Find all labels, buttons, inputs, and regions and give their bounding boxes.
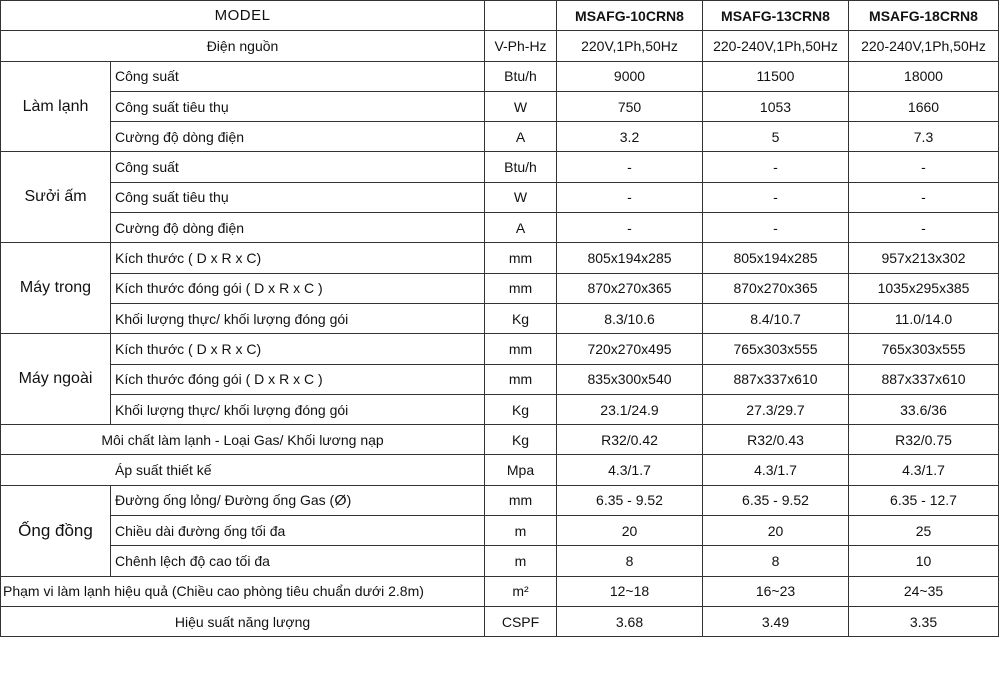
- model-name-2: MSAFG-13CRN8: [703, 1, 849, 31]
- cell-value: 10: [849, 546, 999, 576]
- row-unit: Kg: [485, 425, 557, 455]
- cooling-row: [1, 61, 999, 91]
- cell-value: 3.68: [557, 606, 703, 636]
- outdoor-group-title: Máy ngoài: [1, 334, 111, 425]
- cell-value: R32/0.42: [557, 425, 703, 455]
- cell-value: 6.35 - 9.52: [557, 485, 703, 515]
- cell-value: -: [703, 213, 849, 243]
- power-value: 220-240V,1Ph,50Hz: [849, 31, 999, 61]
- cell-value: 1035x295x385: [849, 273, 999, 303]
- row-unit: Kg: [485, 394, 557, 424]
- cell-value: 18000: [849, 61, 999, 91]
- cell-value: 6.35 - 12.7: [849, 485, 999, 515]
- row-label: Công suất: [111, 152, 485, 182]
- row-unit: mm: [485, 485, 557, 515]
- cell-value: 5: [703, 122, 849, 152]
- row-unit: m: [485, 546, 557, 576]
- cell-value: -: [557, 213, 703, 243]
- indoor-row: [1, 243, 999, 273]
- range-row: [1, 576, 999, 606]
- cell-value: 11.0/14.0: [849, 303, 999, 333]
- piping-row: [1, 485, 999, 515]
- heating-group-title: Sưởi ấm: [1, 152, 111, 243]
- header-row: [1, 1, 999, 31]
- cell-value: 7.3: [849, 122, 999, 152]
- row-label: Kích thước đóng gói ( D x R x C ): [111, 364, 485, 394]
- cell-value: 1660: [849, 91, 999, 121]
- cell-value: 27.3/29.7: [703, 394, 849, 424]
- power-label: Điện nguồn: [1, 31, 485, 61]
- heating-row: [1, 213, 999, 243]
- cell-value: 16~23: [703, 576, 849, 606]
- cell-value: -: [849, 213, 999, 243]
- power-value: 220V,1Ph,50Hz: [557, 31, 703, 61]
- cell-value: 12~18: [557, 576, 703, 606]
- cell-value: R32/0.43: [703, 425, 849, 455]
- cell-value: 8.3/10.6: [557, 303, 703, 333]
- row-unit: m²: [485, 576, 557, 606]
- cell-value: 870x270x365: [703, 273, 849, 303]
- cell-value: 3.49: [703, 606, 849, 636]
- row-label: Kích thước đóng gói ( D x R x C ): [111, 273, 485, 303]
- pressure-label: Áp suất thiết kế: [111, 455, 485, 485]
- row-label: Chiều dài đường ống tối đa: [111, 516, 485, 546]
- row-label: Công suất tiêu thụ: [111, 91, 485, 121]
- cell-value: 4.3/1.7: [703, 455, 849, 485]
- cell-value: 720x270x495: [557, 334, 703, 364]
- cell-value: 805x194x285: [557, 243, 703, 273]
- refrigerant-label: Môi chất làm lạnh - Loại Gas/ Khối lương nạp: [1, 425, 485, 455]
- row-unit: CSPF: [485, 606, 557, 636]
- row-label: Kích thước ( D x R x C): [111, 243, 485, 273]
- pressure-row: [1, 455, 999, 485]
- row-unit: W: [485, 182, 557, 212]
- row-unit: mm: [485, 243, 557, 273]
- cell-value: 805x194x285: [703, 243, 849, 273]
- cell-value: 765x303x555: [703, 334, 849, 364]
- cooling-group-title: Làm lạnh: [1, 61, 111, 152]
- row-unit: W: [485, 91, 557, 121]
- row-unit: Btu/h: [485, 152, 557, 182]
- piping-row: [1, 546, 999, 576]
- row-label: Khối lượng thực/ khối lượng đóng gói: [111, 303, 485, 333]
- outdoor-row: [1, 334, 999, 364]
- row-unit: mm: [485, 364, 557, 394]
- cell-value: 8: [703, 546, 849, 576]
- cell-value: -: [703, 152, 849, 182]
- cell-value: 8: [557, 546, 703, 576]
- range-label: Phạm vi làm lạnh hiệu quả (Chiều cao phòng tiêu chuẩn dưới 2.8m): [1, 576, 485, 606]
- cell-value: R32/0.75: [849, 425, 999, 455]
- row-label: Cường độ dòng điện: [111, 122, 485, 152]
- cell-value: -: [703, 182, 849, 212]
- cell-value: 8.4/10.7: [703, 303, 849, 333]
- row-unit: Kg: [485, 303, 557, 333]
- cell-value: 4.3/1.7: [849, 455, 999, 485]
- cell-value: 4.3/1.7: [557, 455, 703, 485]
- model-name-3: MSAFG-18CRN8: [849, 1, 999, 31]
- row-label: Cường độ dòng điện: [111, 213, 485, 243]
- cell-value: -: [557, 182, 703, 212]
- row-label: Công suất: [111, 61, 485, 91]
- cell-value: 1053: [703, 91, 849, 121]
- heating-row: [1, 152, 999, 182]
- efficiency-row: [1, 606, 999, 636]
- heating-row: [1, 182, 999, 212]
- row-unit: m: [485, 516, 557, 546]
- row-label: Kích thước ( D x R x C): [111, 334, 485, 364]
- row-unit: Mpa: [485, 455, 557, 485]
- cell-value: 887x337x610: [703, 364, 849, 394]
- cell-value: 750: [557, 91, 703, 121]
- indoor-row: [1, 273, 999, 303]
- indoor-row: [1, 303, 999, 333]
- cell-value: 24~35: [849, 576, 999, 606]
- efficiency-label: Hiệu suất năng lượng: [1, 606, 485, 636]
- cell-value: 33.6/36: [849, 394, 999, 424]
- cell-value: 3.35: [849, 606, 999, 636]
- pressure-blank: [1, 455, 111, 485]
- cell-value: 25: [849, 516, 999, 546]
- cell-value: 9000: [557, 61, 703, 91]
- power-row: [1, 31, 999, 61]
- cell-value: -: [849, 152, 999, 182]
- cooling-row: [1, 122, 999, 152]
- piping-group-title: Ống đồng: [1, 485, 111, 576]
- cell-value: 957x213x302: [849, 243, 999, 273]
- cell-value: 870x270x365: [557, 273, 703, 303]
- cell-value: 3.2: [557, 122, 703, 152]
- power-unit: V-Ph-Hz: [485, 31, 557, 61]
- row-unit: mm: [485, 334, 557, 364]
- piping-row: [1, 516, 999, 546]
- row-unit: Btu/h: [485, 61, 557, 91]
- model-header: MODEL: [1, 1, 485, 31]
- row-unit: mm: [485, 273, 557, 303]
- cell-value: 6.35 - 9.52: [703, 485, 849, 515]
- cell-value: 20: [703, 516, 849, 546]
- outdoor-row: [1, 364, 999, 394]
- power-value: 220-240V,1Ph,50Hz: [703, 31, 849, 61]
- model-name-1: MSAFG-10CRN8: [557, 1, 703, 31]
- row-label: Khối lượng thực/ khối lượng đóng gói: [111, 394, 485, 424]
- cooling-row: [1, 91, 999, 121]
- cell-value: 23.1/24.9: [557, 394, 703, 424]
- outdoor-row: [1, 394, 999, 424]
- unit-header: [485, 1, 557, 31]
- refrigerant-row: [1, 425, 999, 455]
- row-label: Chênh lệch độ cao tối đa: [111, 546, 485, 576]
- indoor-group-title: Máy trong: [1, 243, 111, 334]
- row-label: Công suất tiêu thụ: [111, 182, 485, 212]
- cell-value: 887x337x610: [849, 364, 999, 394]
- cell-value: -: [849, 182, 999, 212]
- row-unit: A: [485, 122, 557, 152]
- cell-value: -: [557, 152, 703, 182]
- row-label: Đường ống lỏng/ Đường ống Gas (ⵁ): [111, 485, 485, 515]
- cell-value: 11500: [703, 61, 849, 91]
- cell-value: 765x303x555: [849, 334, 999, 364]
- cell-value: 835x300x540: [557, 364, 703, 394]
- row-unit: A: [485, 213, 557, 243]
- cell-value: 20: [557, 516, 703, 546]
